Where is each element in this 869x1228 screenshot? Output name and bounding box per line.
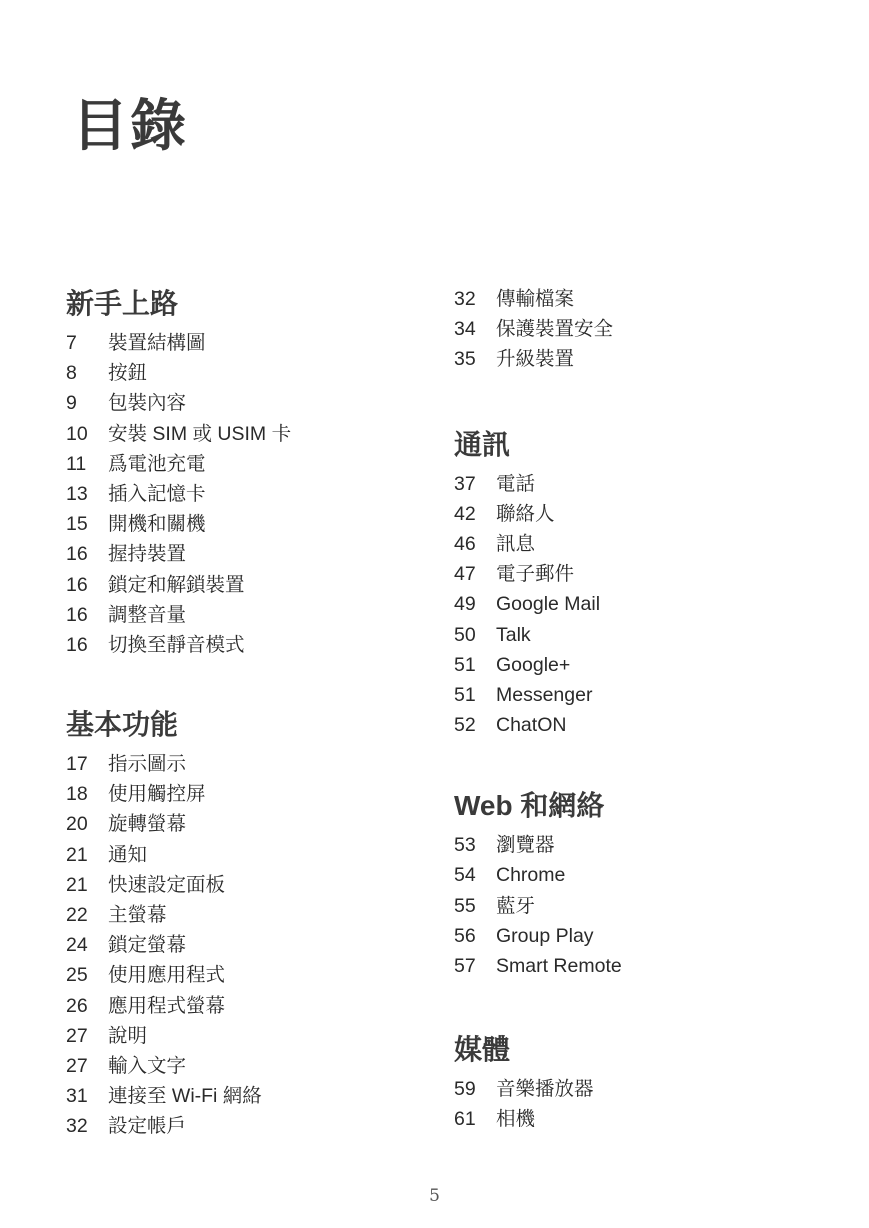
section-spacer — [454, 375, 834, 427]
entry-page: 16 — [66, 603, 88, 626]
entry-label: 旋轉螢幕 — [108, 813, 187, 836]
entry-label: Talk — [496, 623, 531, 646]
entry-page: 54 — [454, 864, 476, 887]
entry-label: 保護裝置安全 — [496, 318, 614, 341]
entry-page: 51 — [454, 683, 476, 706]
entry-page: 42 — [454, 502, 476, 525]
entry-label: 鎖定螢幕 — [108, 934, 187, 957]
toc-section-communication — [454, 427, 834, 741]
toc-entry[interactable] — [454, 650, 834, 680]
entry-page: 59 — [454, 1078, 476, 1101]
toc-entry[interactable] — [66, 449, 446, 479]
entry-label: Smart Remote — [496, 955, 622, 977]
entry-page: 21 — [66, 873, 88, 896]
toc-entry[interactable] — [66, 930, 446, 960]
toc-entry[interactable] — [66, 991, 446, 1021]
entry-label: 指示圖示 — [108, 753, 187, 776]
entry-page: 17 — [66, 753, 88, 776]
entry-label: 相機 — [496, 1108, 536, 1131]
section-spacer — [454, 740, 834, 788]
toc-entry[interactable] — [454, 620, 834, 650]
toc-entry[interactable] — [66, 419, 446, 449]
toc-section-basics — [66, 707, 446, 1141]
toc-section-web — [454, 788, 834, 981]
entry-page: 10 — [66, 422, 88, 445]
entry-page: 49 — [454, 593, 476, 616]
toc-entry[interactable] — [454, 529, 834, 559]
toc-entry[interactable] — [66, 840, 446, 870]
entry-label: 說明 — [108, 1024, 148, 1047]
section-spacer — [454, 981, 834, 1032]
entry-label: 裝置結構圖 — [108, 332, 206, 354]
toc-entry[interactable] — [66, 539, 446, 569]
toc-entry[interactable] — [66, 749, 446, 779]
entry-label: 包裝內容 — [108, 392, 187, 415]
entry-label: 音樂播放器 — [496, 1078, 594, 1101]
toc-entry[interactable] — [66, 388, 446, 418]
toc-entry[interactable] — [66, 328, 446, 358]
entry-page: 50 — [454, 623, 476, 646]
entry-page: 16 — [66, 543, 88, 566]
entry-label: 連接至 Wi-Fi 網絡 — [108, 1085, 262, 1108]
entry-page: 15 — [66, 513, 88, 536]
toc-section-media — [454, 1032, 834, 1134]
entry-label: 訊息 — [496, 532, 536, 555]
toc-entry[interactable] — [66, 479, 446, 509]
toc-section-getting-started — [66, 286, 446, 660]
entry-page: 47 — [454, 563, 476, 586]
section-spacer — [66, 660, 446, 707]
toc-entry[interactable] — [454, 469, 834, 499]
toc-entry[interactable] — [454, 284, 834, 314]
entry-label: 快速設定面板 — [108, 873, 226, 896]
page-number: 5 — [429, 1186, 440, 1206]
toc-entry[interactable] — [66, 779, 446, 809]
entry-label: Chrome — [496, 864, 566, 887]
entry-label: 電子郵件 — [496, 563, 575, 586]
toc-entry[interactable] — [66, 809, 446, 839]
entry-label: 插入記憶卡 — [108, 482, 206, 505]
entry-page: 31 — [66, 1085, 88, 1108]
toc-entry[interactable] — [454, 891, 834, 921]
entry-label: 設定帳戶 — [108, 1115, 187, 1138]
toc-entry[interactable] — [454, 830, 834, 860]
entry-page: 16 — [66, 633, 88, 656]
entry-page: 26 — [66, 994, 88, 1017]
toc-entry[interactable] — [454, 710, 834, 740]
entry-label: 聯絡人 — [496, 502, 555, 525]
entry-page: 56 — [454, 924, 476, 947]
entry-label: 主螢幕 — [108, 904, 167, 926]
section-heading: 新手上路 — [66, 288, 179, 319]
entry-label: 瀏覽器 — [496, 834, 555, 857]
toc-entry[interactable] — [66, 570, 446, 600]
entry-page: 21 — [66, 843, 88, 866]
entry-label: 輸入文字 — [108, 1054, 187, 1077]
section-heading: Web 和網絡 — [454, 790, 605, 822]
toc-entry[interactable] — [66, 630, 446, 660]
entry-page: 32 — [66, 1115, 88, 1138]
toc-entry[interactable] — [454, 314, 834, 344]
entry-label: 藍牙 — [496, 894, 536, 917]
entry-label: 開機和關機 — [108, 513, 206, 536]
toc-entry[interactable] — [454, 921, 834, 951]
toc-entry[interactable] — [454, 499, 834, 529]
entry-page: 55 — [454, 894, 476, 917]
entry-page: 51 — [454, 653, 476, 676]
entry-page: 9 — [66, 392, 77, 415]
entry-page: 25 — [66, 964, 88, 987]
entry-label: Google+ — [496, 653, 571, 676]
entry-page: 27 — [66, 1024, 88, 1047]
toc-entry[interactable] — [454, 1104, 834, 1134]
entry-page: 57 — [454, 955, 476, 977]
entry-label: 使用應用程式 — [108, 964, 226, 987]
toc-entry[interactable] — [66, 1051, 446, 1081]
toc-section-continued — [454, 284, 834, 375]
entry-label: 握持裝置 — [108, 543, 187, 566]
entry-page: 22 — [66, 904, 88, 926]
entry-label: 傳輸檔案 — [496, 288, 575, 310]
toc-entry[interactable] — [66, 1021, 446, 1051]
toc-entry[interactable] — [454, 680, 834, 710]
toc-entry[interactable] — [454, 589, 834, 619]
entry-page: 7 — [66, 332, 77, 354]
entry-label: 切換至靜音模式 — [108, 633, 245, 656]
entry-page: 13 — [66, 482, 88, 505]
toc-entry[interactable] — [66, 1111, 446, 1141]
entry-page: 20 — [66, 813, 88, 836]
entry-page: 34 — [454, 318, 476, 341]
section-heading: 媒體 — [454, 1034, 511, 1066]
toc-entry[interactable] — [66, 509, 446, 539]
toc-entry[interactable] — [66, 1081, 446, 1111]
entry-page: 16 — [66, 573, 88, 596]
entry-page: 18 — [66, 783, 88, 806]
toc-entry[interactable] — [66, 358, 446, 388]
entry-label: 安裝 SIM 或 USIM 卡 — [108, 422, 292, 445]
entry-label: Google Mail — [496, 593, 601, 616]
toc-entry[interactable] — [454, 344, 834, 374]
entry-label: 升級裝置 — [496, 348, 575, 371]
entry-label: Messenger — [496, 683, 593, 706]
entry-page: 32 — [454, 288, 476, 310]
entry-label: 電話 — [496, 472, 536, 495]
entry-label: ChatON — [496, 714, 567, 737]
page-title: 目錄 — [72, 94, 188, 157]
toc-entry[interactable] — [66, 870, 446, 900]
entry-page: 27 — [66, 1054, 88, 1077]
entry-page: 24 — [66, 934, 88, 957]
toc-right-column — [454, 284, 834, 1135]
toc-entry[interactable] — [454, 951, 834, 981]
entry-label: 爲電池充電 — [108, 452, 206, 475]
entry-label: 鎖定和解鎖裝置 — [108, 573, 245, 596]
entry-page: 8 — [66, 362, 77, 385]
entry-page: 46 — [454, 532, 476, 555]
entry-page: 61 — [454, 1108, 476, 1131]
section-heading: 基本功能 — [66, 709, 179, 741]
toc-entry[interactable] — [454, 1074, 834, 1104]
entry-page: 53 — [454, 834, 476, 857]
toc-entry[interactable] — [66, 960, 446, 990]
entry-page: 37 — [454, 472, 476, 495]
toc-entry[interactable] — [454, 860, 834, 890]
section-heading: 通訊 — [454, 428, 511, 460]
toc-entry[interactable] — [454, 559, 834, 589]
entry-page: 11 — [66, 452, 87, 475]
entry-label: 應用程式螢幕 — [108, 994, 226, 1017]
toc-entry[interactable] — [66, 600, 446, 630]
entry-label: 按鈕 — [108, 362, 148, 385]
entry-page: 35 — [454, 348, 476, 371]
toc-left-column — [66, 286, 446, 1142]
toc-entry[interactable] — [66, 900, 446, 930]
entry-page: 52 — [454, 714, 476, 737]
entry-label: 通知 — [108, 843, 148, 866]
entry-label: 調整音量 — [108, 603, 187, 626]
entry-label: 使用觸控屏 — [108, 783, 206, 806]
entry-label: Group Play — [496, 924, 594, 947]
